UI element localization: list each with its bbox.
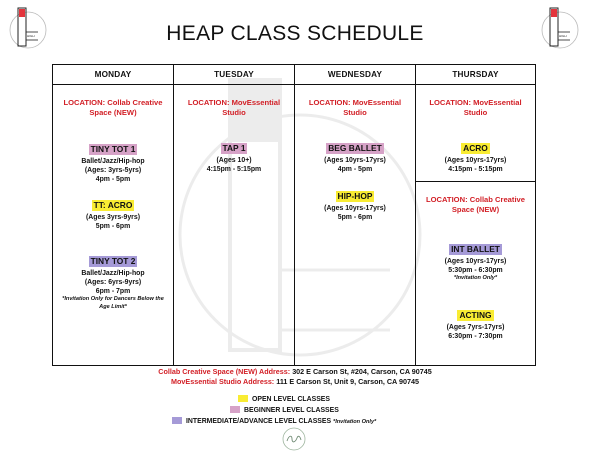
class-block bbox=[53, 251, 173, 311]
class-time: 4:15pm - 5:15pm bbox=[206, 166, 262, 173]
class-time: 5pm - 6pm bbox=[337, 214, 373, 221]
legend-swatch bbox=[172, 417, 182, 424]
column-thursday bbox=[416, 65, 535, 365]
location-label: LOCATION: Collab Creative Space (NEW) bbox=[425, 195, 525, 214]
class-name: BEG BALLET bbox=[328, 143, 382, 153]
section-divider bbox=[416, 181, 535, 182]
legend-swatch bbox=[230, 406, 240, 413]
class-block bbox=[174, 138, 294, 174]
legend-item-intermediate bbox=[172, 417, 376, 427]
legend-item-beginner bbox=[230, 406, 339, 416]
address-line bbox=[0, 377, 590, 387]
class-name: TINY TOT 1 bbox=[90, 144, 136, 154]
class-block bbox=[295, 186, 415, 222]
class-note: *Invitation Only* bbox=[453, 275, 498, 281]
address-label: Collab Creative Space (NEW) Address: bbox=[158, 367, 291, 376]
class-ages: (Ages 10yrs-17yrs) bbox=[444, 258, 507, 265]
legend-item-open bbox=[238, 395, 330, 405]
column-wednesday bbox=[295, 65, 416, 365]
column-tuesday bbox=[174, 65, 295, 365]
class-time: 5:30pm - 6:30pm bbox=[448, 267, 503, 274]
class-time: 4pm - 5pm bbox=[337, 166, 373, 173]
class-ages: (Ages: 3yrs-5yrs) bbox=[84, 167, 142, 174]
location-label: LOCATION: MovEssential Studio bbox=[308, 98, 402, 117]
class-ages: (Ages 10yrs-17yrs) bbox=[444, 157, 507, 164]
address-label: MovEssential Studio Address: bbox=[171, 377, 275, 386]
class-time: 5pm - 6pm bbox=[95, 223, 131, 230]
class-style: Ballet/Jazz/Hip-hop bbox=[81, 270, 145, 277]
class-name: TINY TOT 2 bbox=[90, 256, 136, 266]
legend-label: BEGINNER LEVEL CLASSES bbox=[244, 407, 339, 414]
location-label: LOCATION: MovEssential Studio bbox=[429, 98, 522, 117]
class-ages: (Ages: 6yrs-9yrs) bbox=[84, 279, 142, 286]
day-header-tuesday: TUESDAY bbox=[174, 65, 294, 85]
day-header-wednesday: WEDNESDAY bbox=[295, 65, 415, 85]
location-label: LOCATION: Collab Creative Space (NEW) bbox=[63, 98, 163, 117]
class-ages: (Ages 3yrs-9yrs) bbox=[85, 214, 140, 221]
class-block bbox=[416, 138, 535, 174]
address-line bbox=[0, 367, 590, 377]
day-header-thursday: THURSDAY bbox=[416, 65, 535, 85]
address-value: 111 E Carson St, Unit 9, Carson, CA 90745 bbox=[276, 377, 419, 386]
class-block bbox=[53, 195, 173, 231]
legend-note: *Invitation Only* bbox=[333, 419, 377, 425]
class-name: ACRO bbox=[463, 143, 488, 153]
location-label: LOCATION: MovEssential Studio bbox=[187, 98, 281, 117]
class-block bbox=[416, 239, 535, 283]
class-ages: (Ages 10yrs-17yrs) bbox=[324, 205, 386, 212]
column-monday bbox=[53, 65, 174, 365]
class-time: 6pm - 7pm bbox=[95, 288, 131, 295]
class-block bbox=[53, 139, 173, 184]
class-block bbox=[416, 305, 535, 341]
class-ages: (Ages 10yrs-17yrs) bbox=[324, 157, 386, 164]
class-time: 4pm - 5pm bbox=[95, 176, 131, 183]
page-title: HEAP CLASS SCHEDULE bbox=[166, 22, 424, 45]
day-header-monday: MONDAY bbox=[53, 65, 173, 85]
class-time: 4:15pm - 5:15pm bbox=[448, 166, 503, 173]
class-name: TT: ACRO bbox=[93, 200, 133, 210]
class-ages: (Ages 7yrs-17yrs) bbox=[446, 324, 505, 331]
svg-text:HIGH: HIGH bbox=[559, 34, 567, 38]
class-name: HIP-HOP bbox=[337, 191, 373, 201]
class-ages: (Ages 10+) bbox=[216, 157, 252, 164]
class-name: TAP 1 bbox=[222, 143, 246, 153]
legend-swatch bbox=[238, 395, 248, 402]
class-note: *Invitation Only for Dancers Below the Age Limit* bbox=[62, 296, 164, 310]
class-time: 6:30pm - 7:30pm bbox=[448, 333, 503, 340]
address-value: 302 E Carson St, #204, Carson, CA 90745 bbox=[292, 367, 432, 376]
class-style: Ballet/Jazz/Hip-hop bbox=[81, 158, 145, 165]
legend-label: INTERMEDIATE/ADVANCE LEVEL CLASSES bbox=[186, 418, 332, 425]
schedule-table bbox=[52, 64, 536, 366]
collab-signature-logo bbox=[280, 426, 308, 452]
legend-label: OPEN LEVEL CLASSES bbox=[252, 396, 330, 403]
class-name: ACTING bbox=[459, 310, 492, 320]
logo-text: HIGH bbox=[27, 34, 35, 38]
class-block bbox=[295, 138, 415, 174]
class-name: INT BALLET bbox=[451, 244, 500, 254]
